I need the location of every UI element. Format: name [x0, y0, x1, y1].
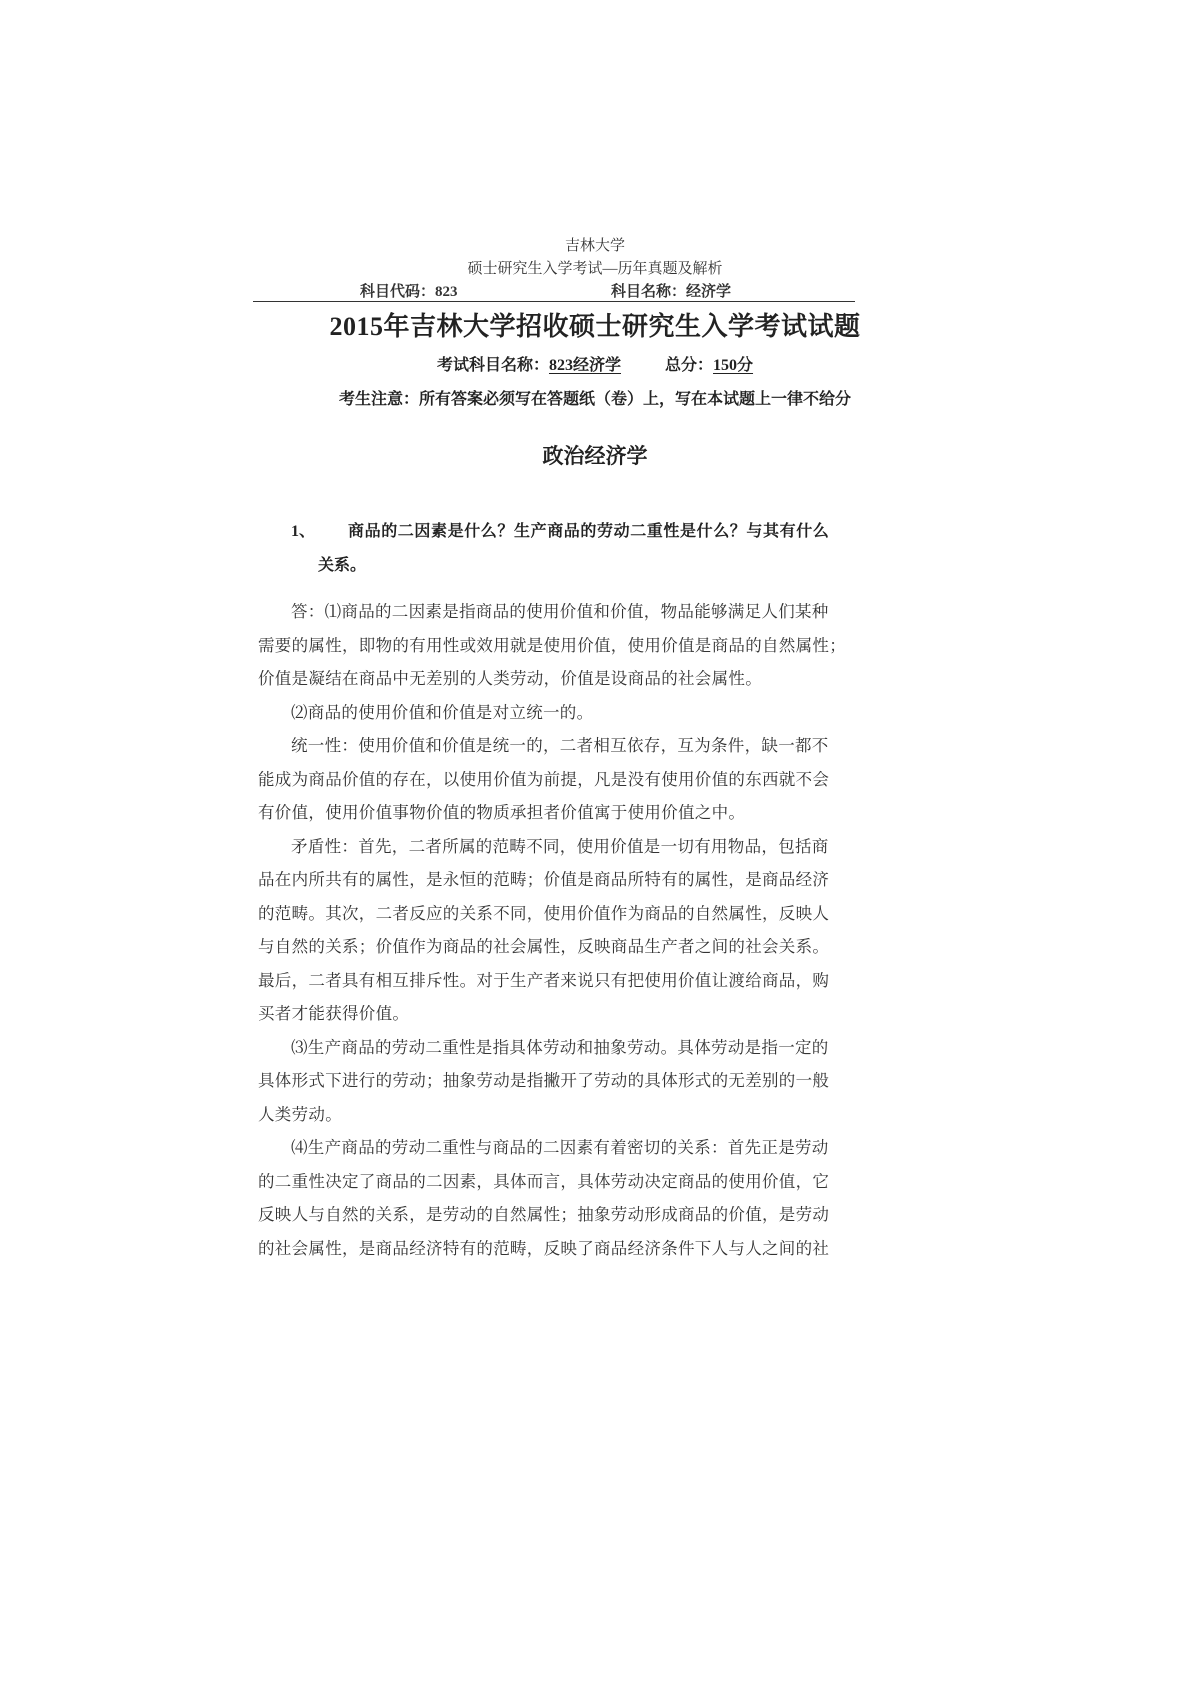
question-text-line1: 商品的二因素是什么？生产商品的劳动二重性是什么？与其有什么 [348, 523, 830, 540]
answer-line: 的二重性决定了商品的二因素，具体而言，具体劳动决定商品的使用价值，它 [258, 1171, 830, 1191]
question-number: 1、 [291, 523, 316, 540]
document-title: 2015年吉林大学招收硕士研究生入学考试试题 [329, 312, 861, 341]
section-heading: 政治经济学 [542, 444, 648, 468]
answer-line: 买者才能获得价值。 [258, 1004, 410, 1023]
header-divider [253, 301, 855, 302]
score-label: 总分： [665, 357, 714, 374]
answer-line: 需要的属性，即物的有用性或效用就是使用价值，使用价值是商品的自然属性； [258, 635, 846, 655]
subject-name: 科目名称：经济学 [611, 284, 732, 300]
answer-line: ⑷生产商品的劳动二重性与商品的二因素有着密切的关系：首先正是劳动 [291, 1138, 829, 1157]
answer-line: 反映人与自然的关系，是劳动的自然属性；抽象劳动形成商品的价值，是劳动 [258, 1205, 830, 1224]
answer-line: 具体形式下进行的劳动；抽象劳动是指撇开了劳动的具体形式的无差别的一般 [258, 1071, 830, 1090]
answer-line: ⑶生产商品的劳动二重性是指具体劳动和抽象劳动。具体劳动是指一定的 [291, 1037, 829, 1057]
exam-notice: 考生注意：所有答案必须写在答题纸（卷）上，写在本试题上一律不给分 [338, 391, 851, 408]
answer-line: 最后，二者具有相互排斥性。对于生产者来说只有把使用价值让渡给商品，购 [258, 970, 830, 990]
answer-line: 矛盾性：首先，二者所属的范畴不同，使用价值是一切有用物品，包括商 [291, 836, 829, 856]
score-value: 150分 [713, 357, 754, 374]
question-text-line2: 关系。 [318, 557, 367, 574]
answer-line: 有价值，使用价值事物价值的物质承担者价值寓于使用价值之中。 [258, 803, 746, 822]
answer-line: 能成为商品价值的存在，以使用价值为前提，凡是没有使用价值的东西就不会 [258, 769, 830, 789]
exam-info [0, 352, 1190, 375]
subject-label: 考试科目名称： [436, 357, 549, 374]
answer-line: ⑵商品的使用价值和价值是对立统一的。 [291, 702, 594, 722]
answer-line: 人类劳动。 [258, 1104, 342, 1124]
answer-line: 答：⑴商品的二因素是指商品的使用价值和价值，物品能够满足人们某种 [291, 602, 829, 621]
answer-line: 价值是凝结在商品中无差别的人类劳动，价值是设商品的社会属性。 [258, 669, 762, 688]
subject-value: 823经济学 [548, 357, 621, 374]
subject-code: 科目代码：823 [360, 284, 458, 300]
answer-line: 统一性：使用价值和价值是统一的，二者相互依存，互为条件，缺一都不 [291, 736, 829, 755]
answer-line: 的范畴。其次，二者反应的关系不同，使用价值作为商品的自然属性，反映人 [258, 903, 830, 923]
answer-line: 品在内所共有的属性，是永恒的范畴；价值是商品所特有的属性，是商品经济 [258, 870, 830, 889]
answer-line: 的社会属性，是商品经济特有的范畴，反映了商品经济条件下人与人之间的社 [258, 1238, 830, 1258]
university-name: 吉林大学 [564, 238, 625, 254]
series-title: 硕士研究生入学考试—历年真题及解析 [467, 261, 723, 277]
answer-line: 与自然的关系；价值作为商品的社会属性，反映商品生产者之间的社会关系。 [258, 937, 830, 956]
